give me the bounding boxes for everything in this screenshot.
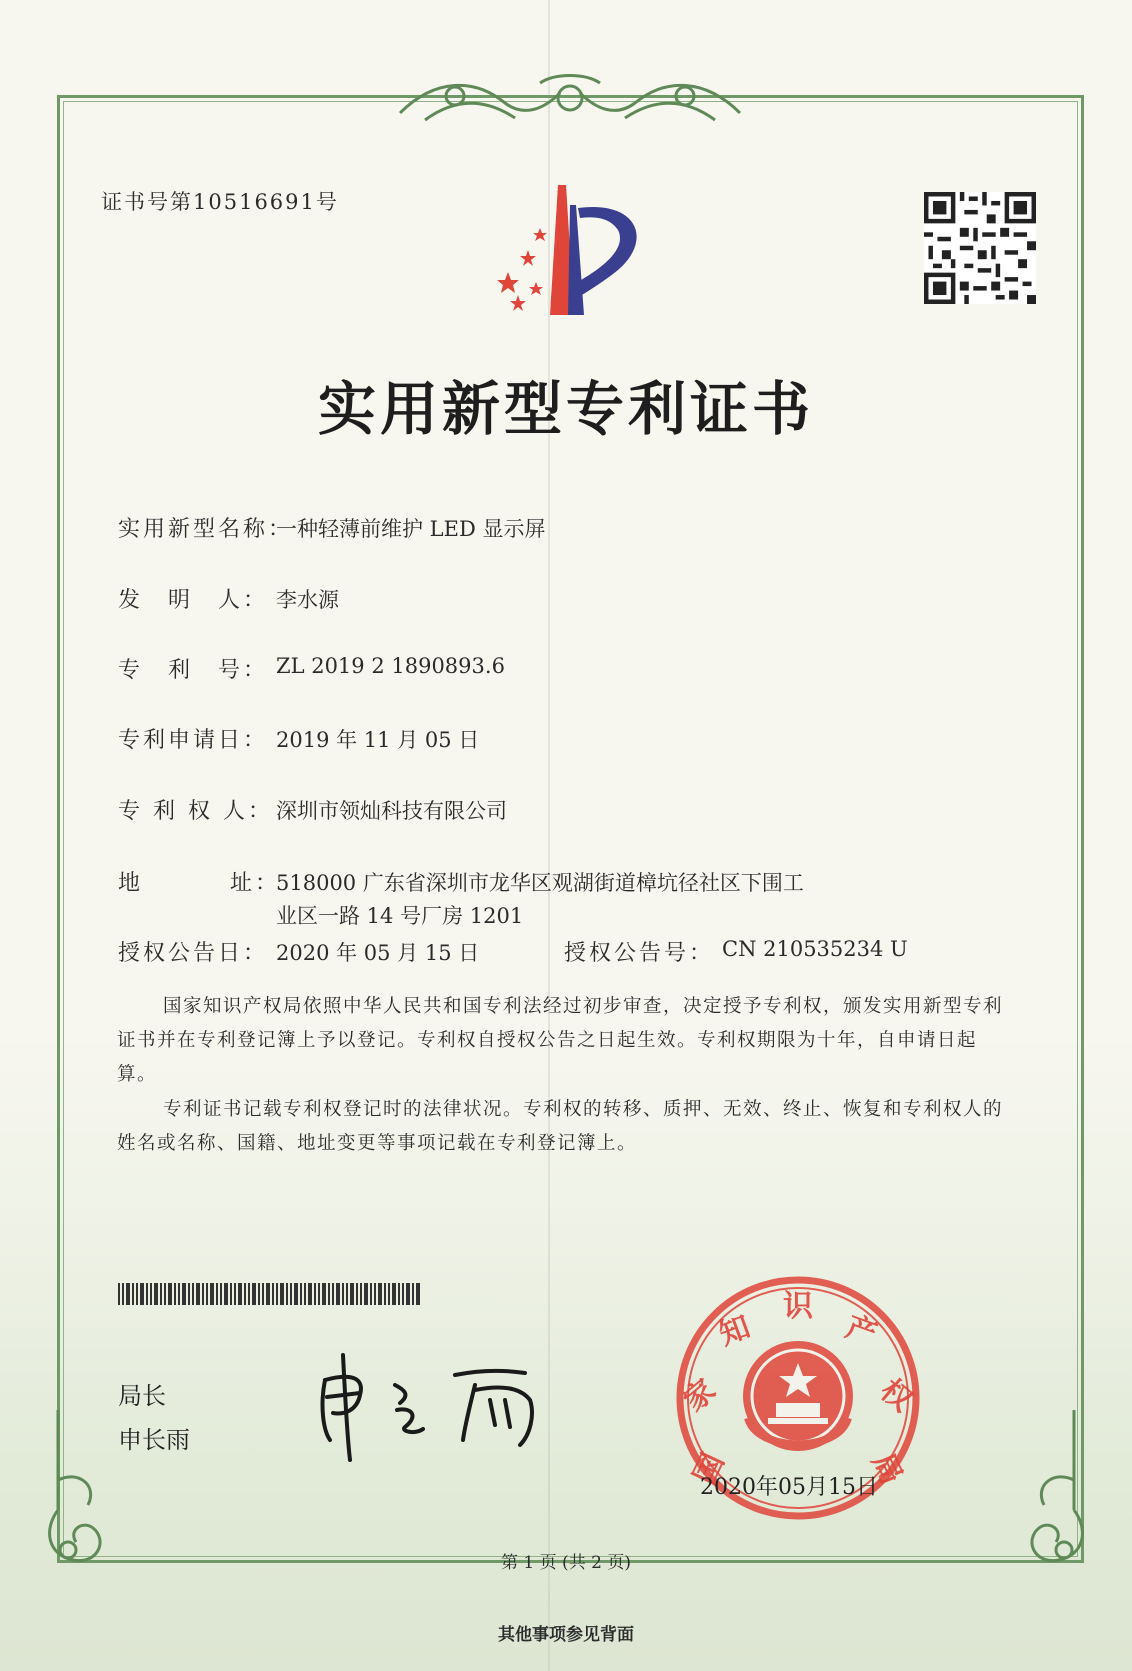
patentee-label: 专 利 权 人： — [118, 799, 273, 824]
bottom-left-ornament-icon — [38, 1410, 128, 1570]
seal-date: 2020年05月15日 — [700, 1475, 878, 1500]
inventor-label: 发 明 人： — [118, 588, 269, 613]
address-line-2: 业区一路 14 号厂房 1201 — [276, 904, 524, 928]
seal-char-4: 识 — [783, 1289, 813, 1324]
patent-number-value: ZL 2019 2 1890893.6 — [276, 654, 505, 678]
filing-date-value: 2019 年 11 月 05 日 — [276, 728, 480, 752]
seal-char-6: 权 — [873, 1372, 919, 1419]
inventor-value: 李水源 — [276, 588, 339, 612]
seal-char-5: 产 — [841, 1309, 882, 1353]
model-name-label: 实用新型名称： — [118, 517, 294, 542]
certificate-title: 实用新型专利证书 — [317, 375, 814, 443]
address-line-1: 518000 广东省深圳市龙华区观湖街道樟坑径社区下围工 — [276, 871, 804, 895]
bottom-right-ornament-icon — [1004, 1410, 1094, 1570]
handwritten-signature — [305, 1345, 565, 1465]
grant-date-value: 2020 年 05 月 15 日 — [276, 941, 480, 965]
director-name: 申长雨 — [118, 1426, 190, 1454]
seal-char-1: 国 — [687, 1447, 732, 1490]
seal-char-3: 知 — [714, 1309, 755, 1353]
seal-char-7: 局 — [864, 1447, 909, 1490]
patent-office-logo — [478, 180, 663, 320]
grant-number-value: CN 210535234 U — [722, 937, 908, 961]
filing-date-label: 专利申请日： — [118, 728, 269, 753]
top-ornament-icon — [395, 68, 745, 130]
patentee-value: 深圳市领灿科技有限公司 — [276, 799, 507, 823]
grant-date-label: 授权公告日： — [118, 941, 269, 966]
model-name-value: 一种轻薄前维护 LED 显示屏 — [276, 517, 546, 541]
certificate-number: 证书号第10516691号 — [101, 190, 339, 214]
qr-code-icon[interactable] — [924, 192, 1036, 304]
page-indicator: 第 1 页 (共 2 页) — [501, 1553, 631, 1573]
patent-number-label: 专 利 号： — [118, 658, 269, 683]
statement-paragraph-2: 专利证书记载专利权登记时的法律状况。专利权的转移、质押、无效、终止、恢复和专利权人的姓名或名称、国籍、地址变更等事项记载在专利登记簿上。 — [117, 1099, 1004, 1154]
barcode-icon — [118, 1283, 420, 1305]
address-label-start: 地 — [118, 871, 144, 896]
grant-number-label: 授权公告号： — [564, 941, 715, 966]
address-label-end: 址： — [230, 871, 281, 896]
back-note: 其他事项参见背面 — [498, 1625, 634, 1645]
director-title: 局长 — [118, 1382, 166, 1410]
statement-paragraph-1: 国家知识产权局依照中华人民共和国专利法经过初步审查，决定授予专利权，颁发实用新型专利证书并在专利登记簿上予以登记。专利权自授权公告之日起生效。专利权期限为十年，自申请日起算。 — [117, 996, 1004, 1085]
seal-char-2: 家 — [677, 1372, 723, 1419]
